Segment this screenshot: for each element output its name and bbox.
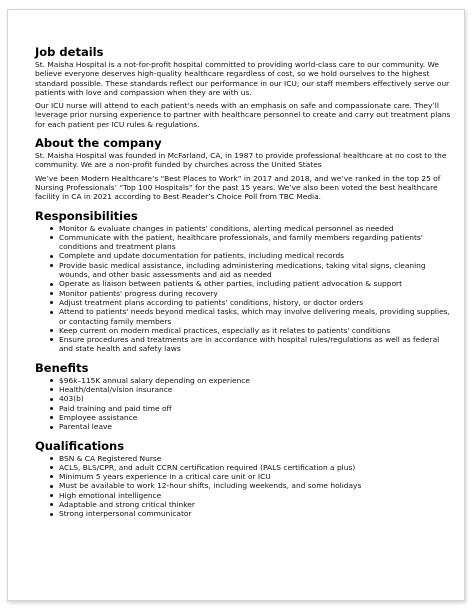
list-item: Must be available to work 12-hour shifts, including weekends, and some holidays: [49, 481, 455, 490]
list-item: Keep current on modern medical practices, especially as it relates to patients' conditions: [49, 326, 455, 335]
job-details-paragraph-2: Our ICU nurse will attend to each patient’s needs with an emphasis on safe and compassionate care. They’ll leverage prior nursing experience to partner with healthcare personnel to create and carry out treatment plans for each patient per ICU rules & regulations.: [35, 101, 451, 129]
responsibilities-heading: Responsibilities: [35, 208, 138, 223]
list-item: Paid training and paid time off: [49, 404, 455, 413]
qualifications-section: [35, 440, 455, 519]
list-item: Parental leave: [49, 422, 455, 431]
responsibilities-list: [35, 224, 455, 354]
benefits-section: [35, 362, 455, 432]
list-item: Monitor patients' progress during recovery: [49, 289, 455, 298]
about-company-paragraph-2: We’ve been Modern Healthcare’s “Best Places to Work” in 2017 and 2018, and we’ve ranked in the top 25 of Nursing Professionals’ “Top 100 Hospitals” for the past 15 years. We’ve also been voted the best healthcare facility in CA in 2021 according to Best Reader’s Choice Poll from TBC Media.: [35, 173, 441, 202]
list-item: 403(b): [49, 394, 455, 403]
responsibilities-section: [35, 210, 455, 354]
list-item: Adaptable and strong critical thinker: [49, 500, 455, 509]
qualifications-list: [35, 454, 455, 519]
list-item: Health/dental/vision insurance: [49, 385, 455, 394]
job-details-paragraph-1: St. Maisha Hospital is a not-for-profit hospital committed to providing world-class care to our community. We believe everyone deserves high-quality healthcare regardless of cost, so we hold ourselves to the highest standard possible. These standards reflect our performance in our ICU; our staff members effectively serve our patients with love and compassion when they are with us.: [35, 60, 450, 97]
document-page: [7, 9, 465, 601]
list-item: Operate as liaison between patients & other parties, including patient advocation & support: [49, 279, 455, 288]
job-details-section: [35, 46, 455, 129]
list-item: BSN & CA Registered Nurse: [49, 454, 455, 463]
benefits-heading: Benefits: [35, 360, 89, 375]
list-item: Ensure procedures and treatments are in accordance with hospital rules/regulations as well as federal and state health and safety laws: [49, 335, 455, 354]
list-item: Adjust treatment plans according to patients' conditions, history, or doctor orders: [49, 298, 455, 307]
list-item: Minimum 5 years experience in a critical care unit or ICU: [49, 472, 455, 481]
list-item: Communicate with the patient, healthcare professionals, and family members regarding patients' conditions and treatment plans: [49, 233, 455, 252]
about-company-paragraph-1: St. Maisha Hospital was founded in McFarland, CA, in 1987 to provide professional healthcare at no cost to the community. We are a non-profit funded by churches across the United States: [35, 151, 447, 170]
list-item: Strong interpersonal communicator: [49, 509, 455, 518]
list-item: High emotional intelligence: [49, 491, 455, 500]
benefits-list: [35, 376, 455, 432]
qualifications-heading: Qualifications: [35, 438, 125, 453]
list-item: Complete and update documentation for patients, including medical records: [49, 251, 455, 260]
list-item: Employee assistance: [49, 413, 455, 422]
list-item: ACLS, BLS/CPR, and adult CCRN certification required (PALS certification a plus): [49, 463, 455, 472]
job-description: [35, 46, 455, 527]
about-company-heading: About the company: [35, 136, 162, 151]
list-item: Attend to patients' needs beyond medical tasks, which may involve delivering meals, providing supplies, or contacting family members: [49, 307, 455, 326]
about-company-section: [35, 137, 455, 201]
list-item: $96k–115K annual salary depending on experience: [49, 376, 455, 385]
list-item: Provide basic medical assistance, including administering medications, taking vital signs, cleaning wounds, and other basic assessments and aid as needed: [49, 261, 455, 280]
list-item: Monitor & evaluate changes in patients' conditions, alerting medical personnel as needed: [49, 224, 455, 233]
job-details-heading: Job details: [35, 45, 104, 59]
